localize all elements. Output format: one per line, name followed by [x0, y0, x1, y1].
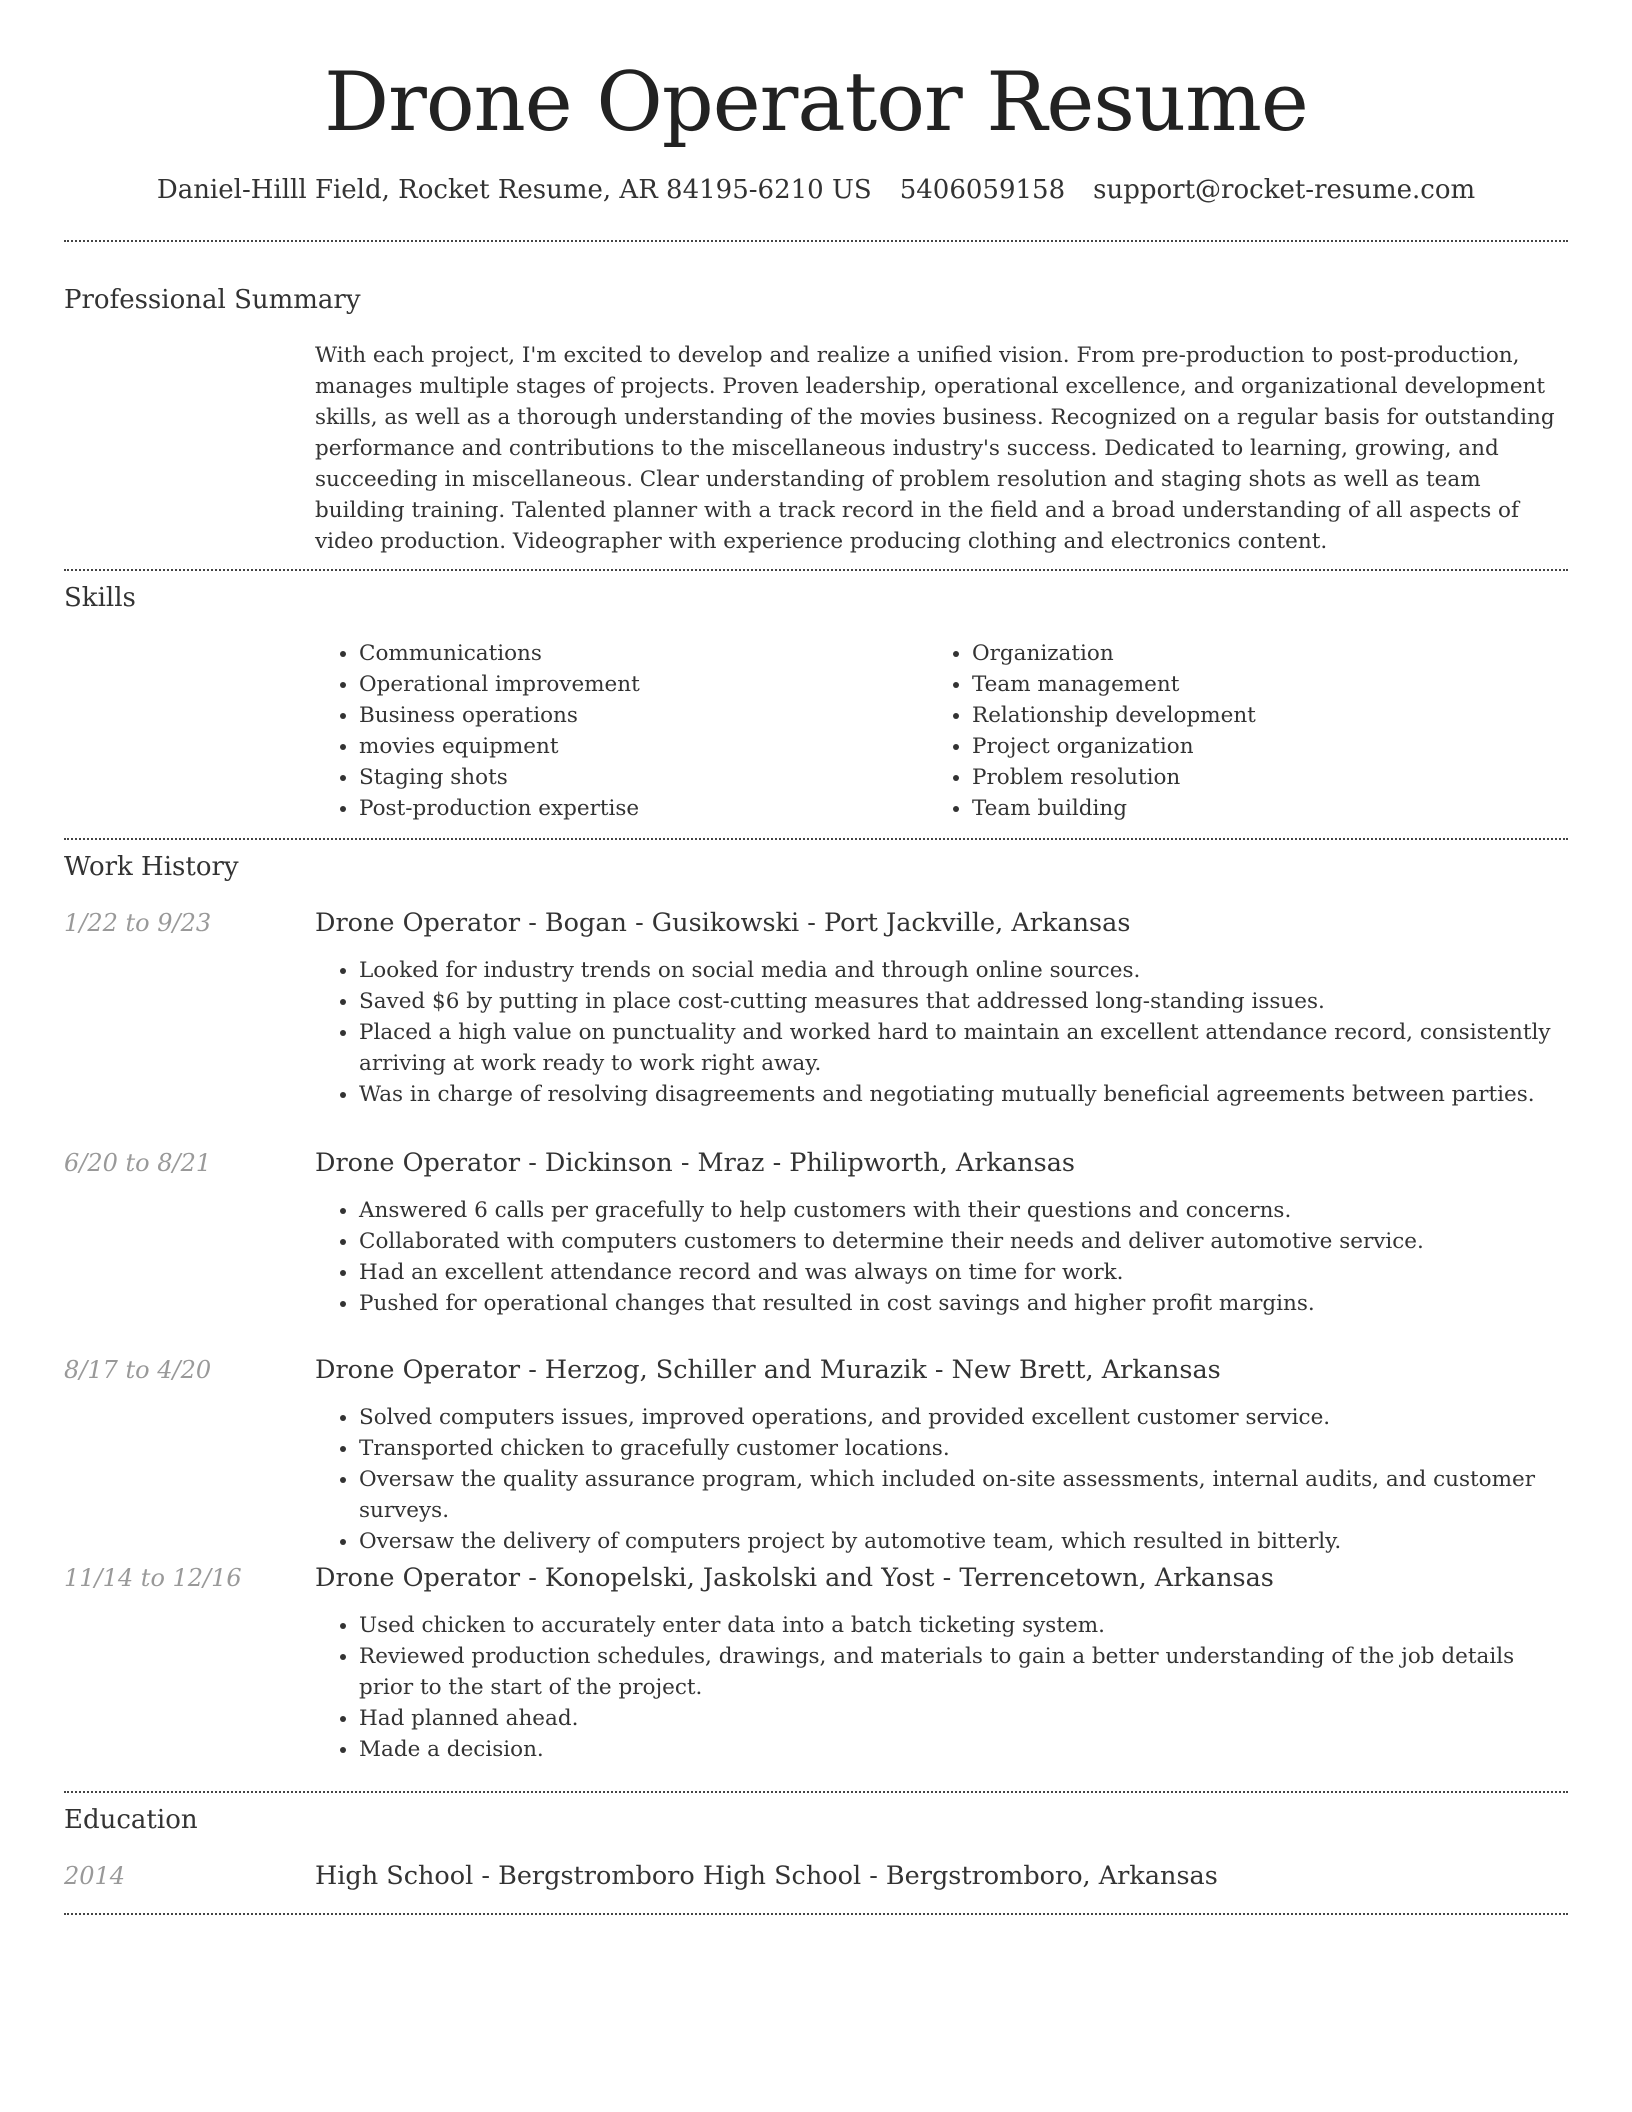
skill-item: • Operational improvement: [359, 669, 885, 700]
section-divider: [64, 1791, 1568, 1793]
job-bullets: [315, 1610, 1568, 1765]
skills-heading: Skills: [64, 583, 136, 613]
job-bullet: • Oversaw the delivery of computers project by automotive team, which resulted in bitterly.: [359, 1526, 1568, 1557]
section-divider: [64, 569, 1568, 571]
job-dates: 8/17 to 4/20: [64, 1356, 212, 1384]
job-title: Drone Operator - Konopelski, Jaskolski and Yost - Terrencetown, Arkansas: [315, 1563, 1274, 1593]
contact-address: Daniel-Hilll Field, Rocket Resume, AR 84195-6210 US: [156, 175, 872, 205]
skill-item: • Business operations: [359, 700, 885, 731]
skill-item: • Team building: [972, 793, 1498, 824]
contact-line: [64, 170, 1568, 210]
contact-email: support@rocket-resume.com: [1093, 175, 1476, 205]
skill-item: • Post-production expertise: [359, 793, 885, 824]
job-title: Drone Operator - Herzog, Schiller and Murazik - New Brett, Arkansas: [315, 1355, 1221, 1385]
section-divider: [64, 240, 1568, 242]
skills-list-right: [928, 638, 1498, 824]
job-bullet: • Placed a high value on punctuality and worked hard to maintain an excellent attendance record, consistently arriving at work ready to work right away.: [359, 1017, 1568, 1079]
job-bullet: • Transported chicken to gracefully customer locations.: [359, 1433, 1568, 1464]
resume-title: Drone Operator Resume: [324, 56, 1308, 150]
job-bullet: • Used chicken to accurately enter data into a batch ticketing system.: [359, 1610, 1568, 1641]
education-heading: Education: [64, 1805, 198, 1835]
education-year: 2014: [64, 1862, 126, 1890]
job-bullets: [315, 955, 1568, 1110]
skill-item: • Team management: [972, 669, 1498, 700]
job-bullet: • Made a decision.: [359, 1734, 1568, 1765]
job-bullet: • Solved computers issues, improved operations, and provided excellent customer service.: [359, 1402, 1568, 1433]
job-bullet: • Had planned ahead.: [359, 1703, 1568, 1734]
skill-item: • Project organization: [972, 731, 1498, 762]
skill-item: • Relationship development: [972, 700, 1498, 731]
job-bullet: • Looked for industry trends on social media and through online sources.: [359, 955, 1568, 986]
job-bullet: • Reviewed production schedules, drawings, and materials to gain a better understanding of the job details prior to the start of the project.: [359, 1641, 1568, 1703]
job-bullets: [315, 1402, 1568, 1557]
job-dates: 1/22 to 9/23: [64, 909, 212, 937]
section-divider: [64, 1913, 1568, 1915]
skill-item: • Staging shots: [359, 762, 885, 793]
job-title: Drone Operator - Bogan - Gusikowski - Port Jackville, Arkansas: [315, 908, 1131, 938]
skill-item: • Communications: [359, 638, 885, 669]
skill-item: • movies equipment: [359, 731, 885, 762]
skill-item: • Problem resolution: [972, 762, 1498, 793]
summary-text: With each project, I'm excited to develop and realize a unified vision. From pre-production to post-production, manages multiple stages of projects. Proven leadership, operational excellence, and organizational development skills, as well as a thorough understanding of the movies business. Recognized on a regular basis for outstanding performance and contributions to the miscellaneous industry's success. Dedicated to learning, growing, and succeeding in miscellaneous. Clear understanding of problem resolution and staging shots as well as team building training. Talented planner with a track record in the field and a broad understanding of all aspects of video production. Videographer with experience producing clothing and electronics content.: [315, 343, 1555, 554]
skill-item: • Organization: [972, 638, 1498, 669]
job-bullet: • Collaborated with computers customers to determine their needs and deliver automotive service.: [359, 1226, 1568, 1257]
job-bullet: • Had an excellent attendance record and was always on time for work.: [359, 1257, 1568, 1288]
contact-phone: 5406059158: [899, 175, 1066, 205]
skills-list-left: [315, 638, 885, 824]
job-dates: 6/20 to 8/21: [64, 1149, 212, 1177]
job-bullet: • Saved $6 by putting in place cost-cutting measures that addressed long-standing issues.: [359, 986, 1568, 1017]
job-bullet: • Pushed for operational changes that resulted in cost savings and higher profit margins.: [359, 1288, 1568, 1319]
job-bullet: • Oversaw the quality assurance program, which included on-site assessments, internal audits, and customer surveys.: [359, 1464, 1568, 1526]
job-dates: 11/14 to 12/16: [64, 1564, 242, 1592]
summary-heading: Professional Summary: [64, 285, 361, 315]
education-title: High School - Bergstromboro High School - Bergstromboro, Arkansas: [315, 1861, 1218, 1891]
job-title: Drone Operator - Dickinson - Mraz - Philipworth, Arkansas: [315, 1148, 1075, 1178]
work-heading: Work History: [64, 852, 239, 882]
job-bullets: [315, 1195, 1568, 1319]
job-bullet: • Answered 6 calls per gracefully to help customers with their questions and concerns.: [359, 1195, 1568, 1226]
section-divider: [64, 838, 1568, 840]
job-bullet: • Was in charge of resolving disagreements and negotiating mutually beneficial agreements between parties.: [359, 1079, 1568, 1110]
